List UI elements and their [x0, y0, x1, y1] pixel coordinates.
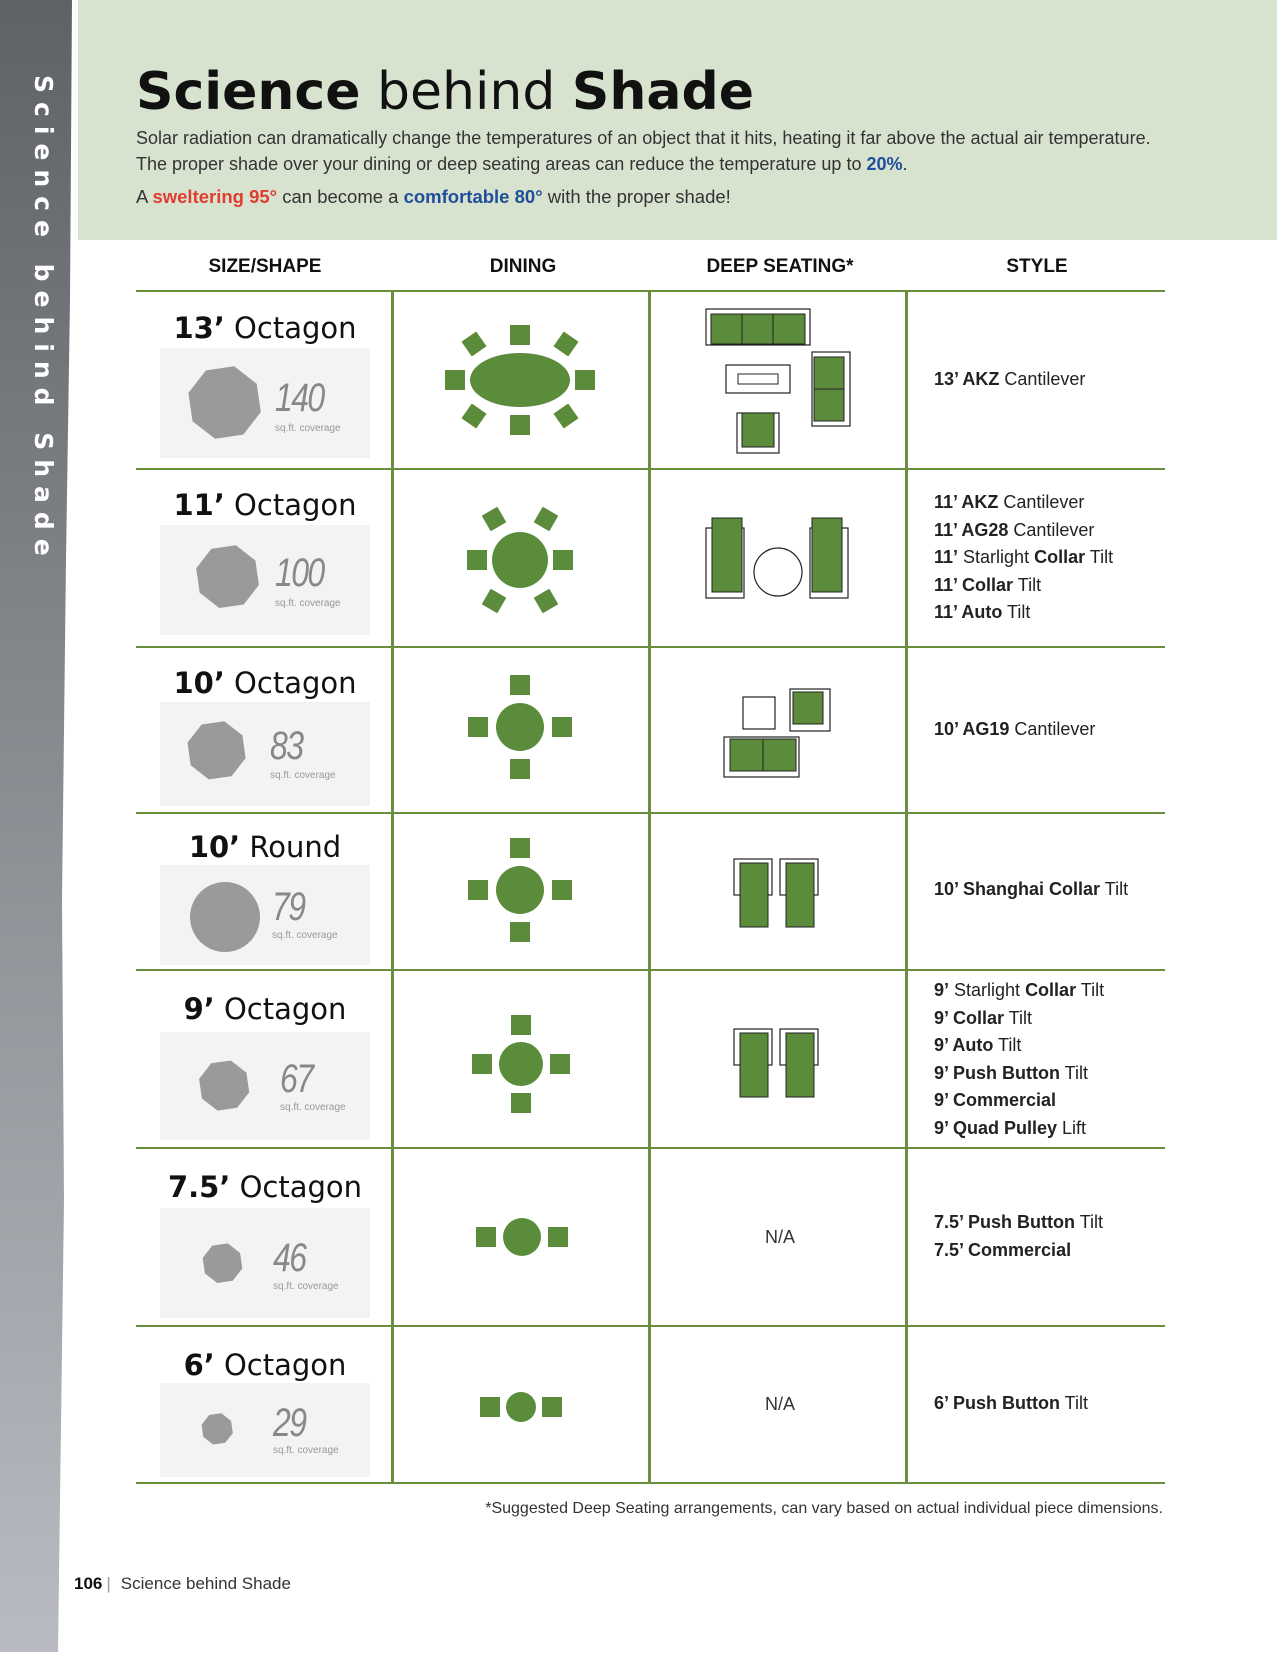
column-header-style: STYLE	[1006, 256, 1068, 277]
style-item	[934, 876, 1128, 904]
column-divider	[391, 290, 394, 1482]
octagon-canopy-icon	[160, 702, 370, 806]
style-model: 7.5’ Push Button	[934, 1212, 1076, 1232]
coverage-graphic	[160, 525, 370, 635]
round-table-4-chairs-icon	[465, 835, 575, 945]
coverage-graphic	[160, 1383, 370, 1477]
two-chaise-side-table-icon	[700, 510, 860, 610]
coverage-value: 140	[275, 376, 324, 420]
sidebar-band	[0, 0, 78, 1652]
size-shape-label: 10’ Round	[188, 830, 342, 864]
style-model: 13’ AKZ	[934, 369, 1000, 389]
style-model: 9’ Collar	[934, 1007, 1005, 1028]
style-type: Tilt	[1075, 1212, 1104, 1232]
style-item	[934, 599, 1113, 627]
intro-line-2: The proper shade over your dining or deep seating areas can reduce the temperature up to 20%.	[136, 154, 908, 174]
style-type: Tilt	[1085, 547, 1114, 567]
style-list	[934, 366, 1085, 394]
style-list	[934, 876, 1128, 904]
deep-seating-na: N/A	[764, 1394, 795, 1414]
size-shape-label: 9’ Octagon	[183, 992, 347, 1026]
style-item	[934, 716, 1095, 744]
two-chaise-icon	[728, 1025, 824, 1099]
style-type: Cantilever	[998, 492, 1085, 512]
style-model: 9’ Commercial	[934, 1090, 1057, 1110]
style-model: 7.5’ Commercial	[934, 1239, 1072, 1260]
style-type: Tilt	[1060, 1062, 1089, 1083]
octagon-canopy-icon	[160, 1208, 370, 1318]
round-table-4-chairs-icon	[469, 1012, 573, 1116]
style-item	[934, 1390, 1088, 1418]
coverage-unit: sq.ft. coverage	[280, 1102, 346, 1113]
style-type: Starlight	[949, 980, 1026, 1000]
coverage-unit: sq.ft. coverage	[270, 770, 336, 781]
style-item	[934, 1209, 1103, 1237]
style-item	[934, 1087, 1104, 1115]
coverage-unit: sq.ft. coverage	[272, 930, 338, 941]
style-list	[934, 977, 1104, 1142]
style-list	[934, 1390, 1088, 1418]
style-model: 6’ Push Button	[934, 1393, 1060, 1413]
style-model: Collar	[1034, 547, 1086, 567]
style-item	[934, 366, 1085, 394]
coverage-value: 100	[275, 551, 324, 595]
coverage-value: 29	[273, 1401, 306, 1445]
footer-section: Science behind Shade	[120, 1574, 291, 1593]
column-header-deep-seating: DEEP SEATING*	[706, 256, 854, 277]
style-type: Tilt	[1004, 1007, 1033, 1028]
round-table-2-chairs-icon	[474, 1215, 570, 1259]
oval-table-8-chairs-icon	[440, 320, 600, 440]
style-type: Starlight	[958, 547, 1035, 567]
style-type: Cantilever	[999, 369, 1086, 389]
coverage-unit: sq.ft. coverage	[273, 1281, 339, 1292]
style-type: Tilt	[1013, 574, 1042, 595]
coverage-unit: sq.ft. coverage	[273, 1445, 339, 1456]
style-item	[934, 572, 1113, 600]
round-canopy-icon	[160, 865, 370, 965]
size-shape-label: 7.5’ Octagon	[167, 1170, 363, 1204]
coverage-graphic	[160, 348, 370, 458]
style-model: 9’ Auto	[934, 1035, 994, 1055]
style-list	[934, 489, 1113, 627]
style-type: Tilt	[1060, 1393, 1089, 1413]
size-shape-label: 10’ Octagon	[173, 666, 357, 700]
style-model: 11’ Auto	[934, 602, 1003, 622]
style-item	[934, 517, 1113, 545]
octagon-canopy-icon	[160, 525, 370, 635]
style-item	[934, 1115, 1104, 1143]
style-item	[934, 1060, 1104, 1088]
style-model: 9’	[934, 980, 950, 1000]
page-number: 106	[74, 1574, 103, 1593]
column-header-size: SIZE/SHAPE	[208, 256, 322, 277]
style-model: 9’ Push Button	[934, 1062, 1060, 1083]
sofa-coffee-table-loveseat-chair-icon	[700, 300, 860, 460]
style-type: Cantilever	[1008, 519, 1095, 540]
column-divider	[648, 290, 651, 1482]
style-item	[934, 1032, 1104, 1060]
coverage-graphic	[160, 865, 370, 965]
style-model: 9’ Quad Pulley	[934, 1117, 1058, 1138]
page-title: Science behind Shade	[136, 62, 754, 122]
style-model: 11’ AKZ	[934, 492, 999, 512]
column-divider	[905, 290, 908, 1482]
coverage-graphic	[160, 1032, 370, 1140]
coverage-value: 67	[280, 1057, 313, 1101]
style-type: Tilt	[1076, 980, 1105, 1000]
loveseat-chair-table-icon	[718, 685, 838, 780]
style-model: 10’ AG19	[934, 719, 1010, 739]
style-model: 11’ Collar	[934, 574, 1014, 595]
style-type: Lift	[1057, 1117, 1087, 1138]
coverage-graphic	[160, 1208, 370, 1318]
page-footer	[74, 1574, 291, 1594]
style-model: Collar	[1025, 980, 1077, 1000]
coverage-value: 83	[270, 724, 303, 768]
small-table-2-chairs-icon	[478, 1389, 564, 1425]
size-shape-label: 11’ Octagon	[173, 488, 357, 522]
temperature-callout: A sweltering 95° can become a comfortable 80° with the proper shade!	[136, 186, 731, 207]
octagon-canopy-icon	[160, 1383, 370, 1477]
octagon-canopy-icon	[160, 1032, 370, 1140]
two-chaise-icon	[728, 855, 824, 929]
style-item	[934, 1005, 1104, 1033]
style-type: Tilt	[993, 1035, 1022, 1055]
deep-seating-na: N/A	[764, 1227, 795, 1247]
style-item	[934, 977, 1104, 1005]
style-item	[934, 544, 1113, 572]
coverage-value: 46	[273, 1236, 306, 1280]
coverage-unit: sq.ft. coverage	[275, 598, 341, 609]
style-item	[934, 489, 1113, 517]
column-header-dining: DINING	[489, 256, 557, 277]
style-model: 11’	[934, 547, 959, 567]
size-shape-label: 6’ Octagon	[183, 1348, 347, 1382]
round-table-6-chairs-icon	[460, 500, 580, 620]
round-table-4-chairs-icon	[465, 672, 575, 782]
coverage-unit: sq.ft. coverage	[275, 423, 341, 434]
sidebar-title: Science behind Shade	[29, 75, 58, 565]
table-rule	[136, 1482, 1165, 1484]
coverage-graphic	[160, 702, 370, 806]
style-list	[934, 716, 1095, 744]
style-type: Tilt	[1100, 879, 1129, 899]
style-model: 10’ Shanghai Collar	[934, 879, 1101, 899]
size-shape-label: 13’ Octagon	[173, 311, 357, 345]
octagon-canopy-icon	[160, 348, 370, 458]
footnote: *Suggested Deep Seating arrangements, can vary based on actual individual piece dimensions.	[485, 1500, 1163, 1517]
intro-line-1: Solar radiation can dramatically change the temperatures of an object that it hits, heating it far above the actual air temperature.	[136, 128, 1151, 148]
footer-separator: |	[106, 1574, 111, 1593]
style-list	[934, 1209, 1103, 1264]
style-type: Cantilever	[1009, 719, 1096, 739]
style-type: Tilt	[1002, 602, 1031, 622]
coverage-value: 79	[272, 885, 305, 929]
style-model: 11’ AG28	[934, 519, 1009, 540]
style-item	[934, 1237, 1103, 1265]
